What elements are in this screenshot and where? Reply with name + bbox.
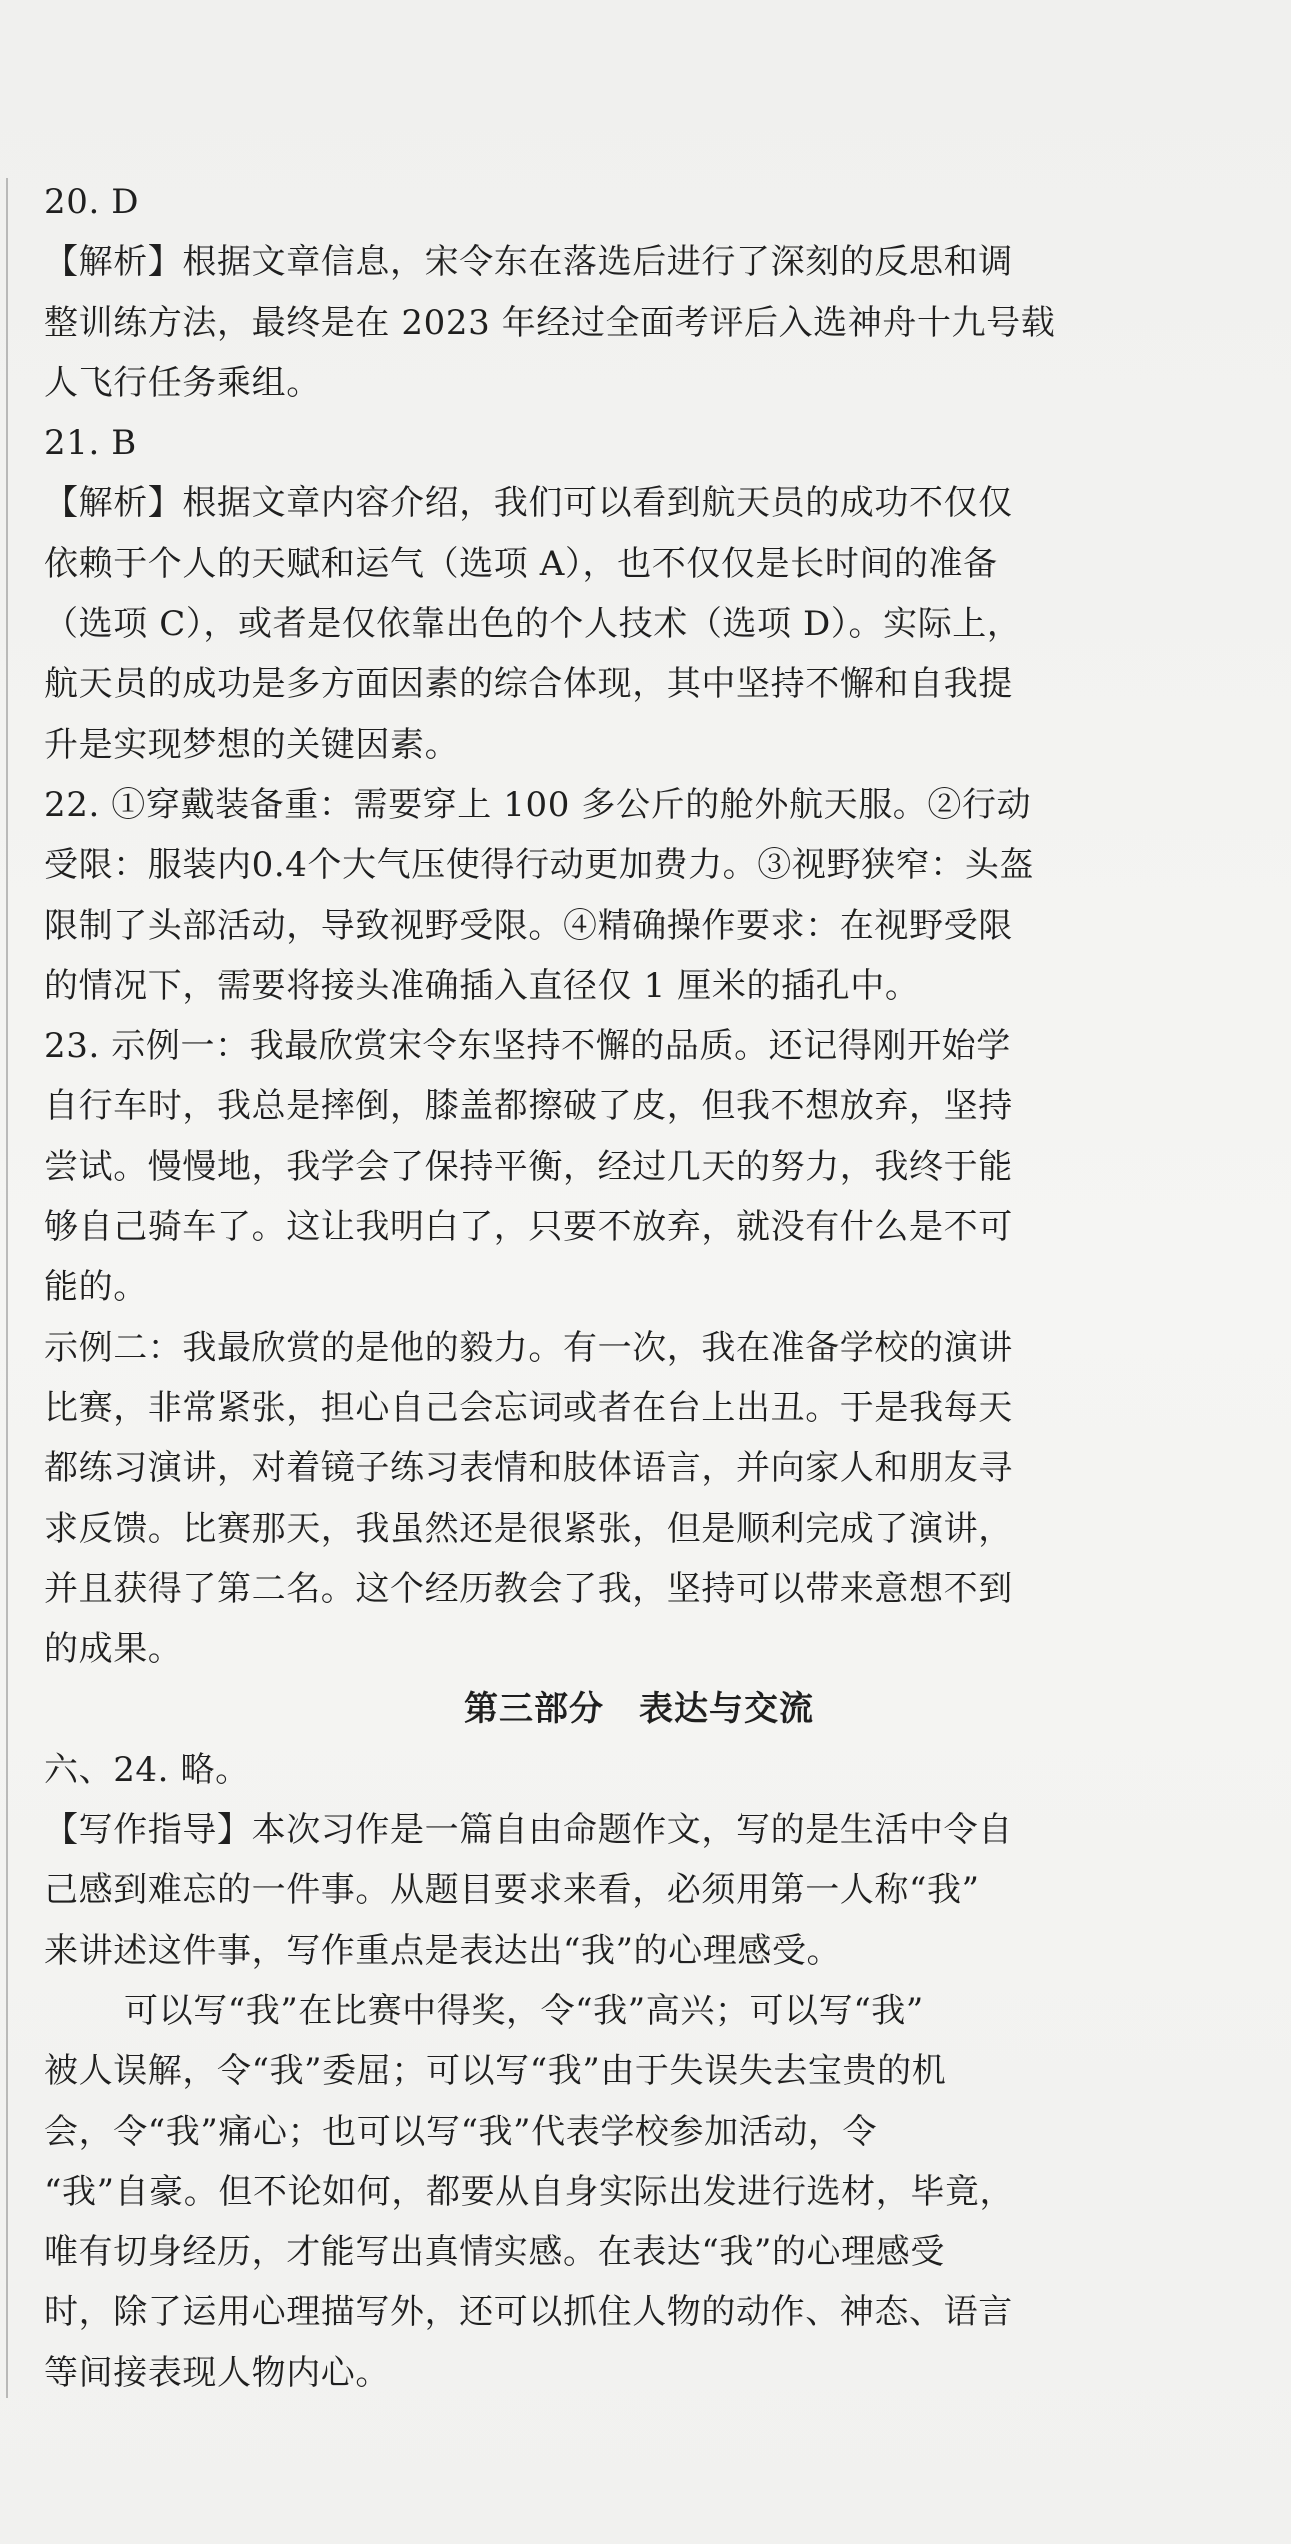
writing-guide-paragraph-2-line-4: “我”自豪。但不论如何，都要从自身实际出发进行选材，毕竟，	[44, 2171, 1015, 2212]
answer-22-line-3: 限制了头部活动，导致视野受限。④精确操作要求：在视野受限	[44, 905, 1013, 946]
analysis-21-line-3: （选项 C），或者是仅依靠出色的个人技术（选项 D）。实际上，	[44, 604, 1022, 645]
answer-23-example-2-line-2: 比赛，非常紧张，担心自己会忘词或者在台上出丑。于是我每天	[44, 1387, 1013, 1428]
answer-23-example-1-line-4: 够自己骑车了。这让我明白了，只要不放弃，就没有什么是不可	[44, 1207, 1013, 1248]
answer-23-example-2-line-1: 示例二：我最欣赏的是他的毅力。有一次，我在准备学校的演讲	[44, 1327, 1013, 1368]
analysis-21-line-4: 航天员的成功是多方面因素的综合体现，其中坚持不懈和自我提	[44, 664, 1013, 705]
answer-24-label: 六、24. 略。	[44, 1749, 250, 1790]
answer-23-example-2-line-6: 的成果。	[44, 1629, 183, 1670]
answer-23-example-2-line-4: 求反馈。比赛那天，我虽然还是很紧张，但是顺利完成了演讲，	[44, 1508, 1013, 1549]
answer-21-label: 21. B	[44, 423, 137, 464]
analysis-21-line-1: 【解析】根据文章内容介绍，我们可以看到航天员的成功不仅仅	[44, 483, 1013, 524]
margin-rule	[6, 178, 8, 2398]
writing-guide-paragraph-2-line-2: 被人误解，令“我”委屈；可以写“我”由于失误失去宝贵的机	[44, 2051, 947, 2092]
answer-23-example-1-line-1: 23. 示例一：我最欣赏宋令东坚持不懈的品质。还记得刚开始学	[44, 1026, 1011, 1067]
answer-23-example-2-line-5: 并且获得了第二名。这个经历教会了我，坚持可以带来意想不到	[44, 1568, 1013, 1609]
analysis-20-line-1: 【解析】根据文章信息，宋令东在落选后进行了深刻的反思和调	[44, 242, 1013, 283]
answer-22-line-2: 受限：服装内0.4个大气压使得行动更加费力。③视野狭窄：头盔	[44, 845, 1035, 886]
section-heading: 第三部分 表达与交流	[464, 1689, 814, 1730]
writing-guide-paragraph-2-line-1: 可以写“我”在比赛中得奖，令“我”高兴；可以写“我”	[124, 1990, 924, 2031]
answer-23-example-1-line-2: 自行车时，我总是摔倒，膝盖都擦破了皮，但我不想放弃，坚持	[44, 1086, 1013, 1127]
analysis-20-line-2: 整训练方法，最终是在 2023 年经过全面考评后入选神舟十九号载	[44, 302, 1056, 343]
answer-22-line-4: 的情况下，需要将接头准确插入直径仅 1 厘米的插孔中。	[44, 965, 920, 1006]
writing-guide-paragraph-2-line-7: 等间接表现人物内心。	[44, 2352, 390, 2393]
answer-23-example-2-line-3: 都练习演讲，对着镜子练习表情和肢体语言，并向家人和朋友寻	[44, 1448, 1013, 1489]
analysis-21-line-2: 依赖于个人的天赋和运气（选项 A），也不仅仅是长时间的准备	[44, 543, 998, 584]
answer-23-example-1-line-3: 尝试。慢慢地，我学会了保持平衡，经过几天的努力，我终于能	[44, 1146, 1013, 1187]
writing-guide-line-3: 来讲述这件事，写作重点是表达出“我”的心理感受。	[44, 1930, 842, 1971]
writing-guide-line-1: 【写作指导】本次习作是一篇自由命题作文，写的是生活中令自	[44, 1810, 1013, 1851]
analysis-20-line-3: 人飞行任务乘组。	[44, 362, 321, 403]
answer-22-line-1: 22. ①穿戴装备重：需要穿上 100 多公斤的舱外航天服。②行动	[44, 784, 1032, 825]
writing-guide-line-2: 己感到难忘的一件事。从题目要求来看，必须用第一人称“我”	[44, 1870, 980, 1911]
writing-guide-paragraph-2-line-3: 会，令“我”痛心；也可以写“我”代表学校参加活动，令	[44, 2111, 878, 2152]
answer-20-label: 20. D	[44, 182, 140, 222]
writing-guide-paragraph-2-line-6: 时，除了运用心理描写外，还可以抓住人物的动作、神态、语言	[44, 2292, 1013, 2333]
analysis-21-line-5: 升是实现梦想的关键因素。	[44, 724, 460, 765]
writing-guide-paragraph-2-line-5: 唯有切身经历，才能写出真情实感。在表达“我”的心理感受	[44, 2232, 945, 2273]
answer-23-example-1-line-5: 能的。	[44, 1267, 148, 1308]
answer-content	[44, 172, 1194, 2403]
